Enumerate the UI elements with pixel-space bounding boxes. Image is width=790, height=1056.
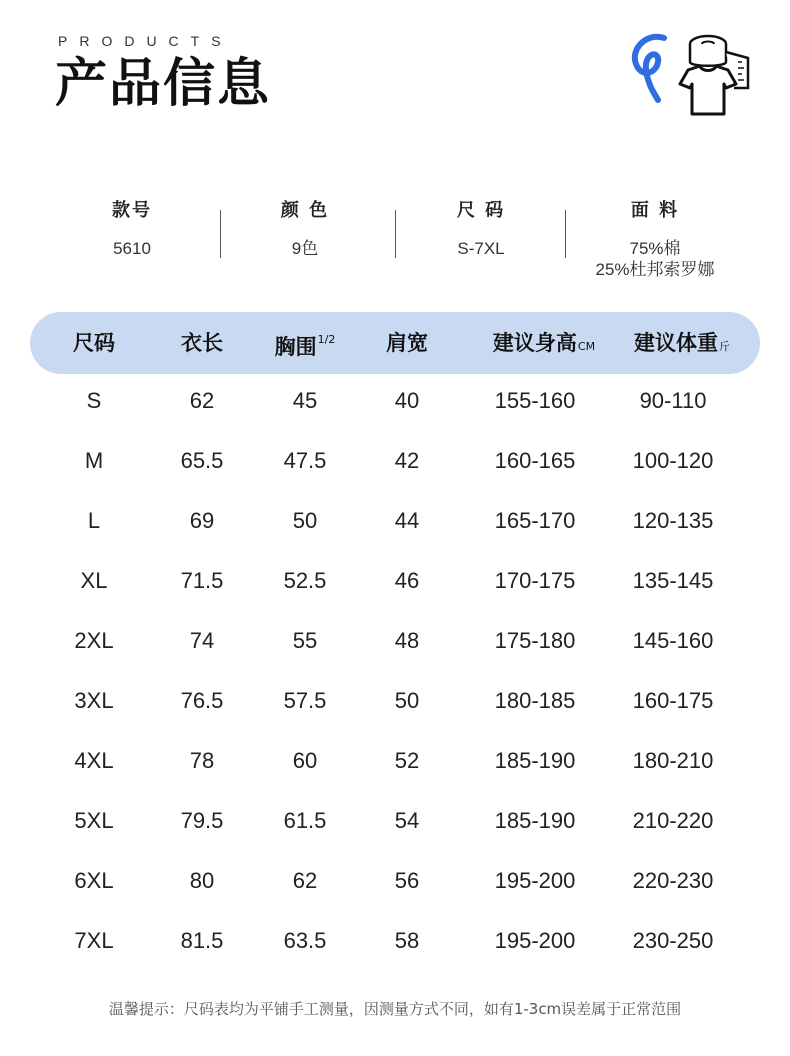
cell-height: 155-160: [494, 388, 576, 413]
cell-weight: 90-110: [639, 388, 707, 413]
tshirt-measuring-tape-icon: [626, 30, 756, 130]
page-title: 产品信息: [55, 54, 272, 114]
info-label: 尺 码: [456, 200, 506, 221]
divider: [565, 210, 566, 258]
cell-chest: 55: [292, 628, 318, 653]
cell-shoulder: 44: [394, 508, 420, 533]
cell-shoulder: 48: [394, 628, 420, 653]
cell-shoulder: 52: [394, 748, 420, 773]
cell-size: M: [84, 448, 104, 473]
cell-weight: 180-210: [632, 748, 714, 773]
cell-size: 3XL: [74, 688, 114, 713]
info-colors: [255, 198, 355, 259]
cell-shoulder: 50: [394, 688, 420, 713]
cell-length: 76.5: [180, 688, 224, 713]
cell-length: 79.5: [180, 808, 224, 833]
cell-chest: 57.5: [283, 688, 327, 713]
cell-size: L: [87, 508, 101, 533]
size-table-body: [30, 371, 760, 971]
info-value: [575, 238, 735, 280]
eyebrow-products: PRODUCTS: [58, 33, 233, 49]
cell-size: 6XL: [74, 868, 114, 893]
cell-shoulder: 42: [394, 448, 420, 473]
cell-height: 165-170: [494, 508, 576, 533]
cell-shoulder: 40: [394, 388, 420, 413]
size-table-header: [30, 312, 760, 374]
info-style-number: [82, 198, 182, 259]
column-header-height: 建议身高CM: [492, 331, 596, 355]
info-label: 款号: [112, 200, 152, 221]
cell-chest: 50: [292, 508, 318, 533]
cell-chest: 60: [292, 748, 318, 773]
cell-chest: 45: [292, 388, 318, 413]
cell-chest: 62: [292, 868, 318, 893]
cell-length: 74: [189, 628, 215, 653]
cell-shoulder: 54: [394, 808, 420, 833]
cell-chest: 52.5: [283, 568, 327, 593]
info-label: 面 料: [630, 200, 680, 221]
cell-weight: 210-220: [632, 808, 714, 833]
cell-weight: 160-175: [632, 688, 714, 713]
cell-length: 78: [189, 748, 215, 773]
fabric-line-2: 25%杜邦索罗娜: [595, 260, 715, 279]
table-row: [30, 431, 760, 491]
info-sizes: [431, 198, 531, 259]
cell-height: 185-190: [494, 748, 576, 773]
table-row: [30, 671, 760, 731]
column-header-shoulder: 肩宽: [386, 331, 428, 355]
cell-shoulder: 56: [394, 868, 420, 893]
cell-length: 80: [189, 868, 215, 893]
cell-length: 69: [189, 508, 215, 533]
cell-weight: 230-250: [632, 928, 714, 953]
cell-weight: 120-135: [632, 508, 714, 533]
cell-height: 195-200: [494, 868, 576, 893]
unit-label: 1/2: [317, 333, 336, 346]
cell-weight: 135-145: [632, 568, 714, 593]
cell-height: 195-200: [494, 928, 576, 953]
cell-shoulder: 58: [394, 928, 420, 953]
measurement-note: 温馨提示：尺码表均为平铺手工测量，因测量方式不同，如有1-3cm误差属于正常范围: [108, 1000, 682, 1018]
cell-length: 62: [189, 388, 215, 413]
cell-weight: 220-230: [632, 868, 714, 893]
column-header-chest: 胸围$^{1/2}$: [274, 333, 336, 359]
table-row: [30, 491, 760, 551]
cell-weight: 145-160: [632, 628, 714, 653]
cell-size: S: [86, 388, 102, 413]
table-row: [30, 791, 760, 851]
cell-length: 71.5: [180, 568, 224, 593]
cell-chest: 47.5: [283, 448, 327, 473]
cell-height: 160-165: [494, 448, 576, 473]
cell-length: 65.5: [180, 448, 224, 473]
cell-chest: 61.5: [283, 808, 327, 833]
cell-height: 185-190: [494, 808, 576, 833]
divider: [395, 210, 396, 258]
column-header-size: 尺码: [73, 331, 115, 355]
table-row: [30, 731, 760, 791]
unit-label: CM: [577, 340, 596, 353]
column-header-length: 衣长: [181, 331, 223, 355]
info-label: 颜 色: [280, 200, 330, 221]
table-row: [30, 851, 760, 911]
cell-length: 81.5: [180, 928, 224, 953]
table-row: [30, 611, 760, 671]
divider: [220, 210, 221, 258]
info-value: 9色: [291, 239, 319, 258]
cell-weight: 100-120: [632, 448, 714, 473]
unit-label: 斤: [719, 340, 730, 353]
table-row: [30, 371, 760, 431]
cell-height: 170-175: [494, 568, 576, 593]
cell-height: 175-180: [494, 628, 576, 653]
info-value: 5610: [113, 239, 151, 258]
info-fabric: [575, 198, 735, 280]
cell-size: 4XL: [74, 748, 114, 773]
cell-chest: 63.5: [283, 928, 327, 953]
cell-size: XL: [80, 568, 108, 593]
cell-size: 2XL: [74, 628, 114, 653]
cell-shoulder: 46: [394, 568, 420, 593]
product-info-row: [40, 198, 750, 288]
table-row: [30, 551, 760, 611]
cell-height: 180-185: [494, 688, 576, 713]
table-row: [30, 911, 760, 971]
cell-size: 7XL: [74, 928, 114, 953]
fabric-line-1: 75%棉: [629, 239, 681, 258]
column-header-weight: 建议体重斤: [634, 331, 730, 355]
cell-size: 5XL: [74, 808, 114, 833]
info-value: S-7XL: [457, 239, 505, 258]
